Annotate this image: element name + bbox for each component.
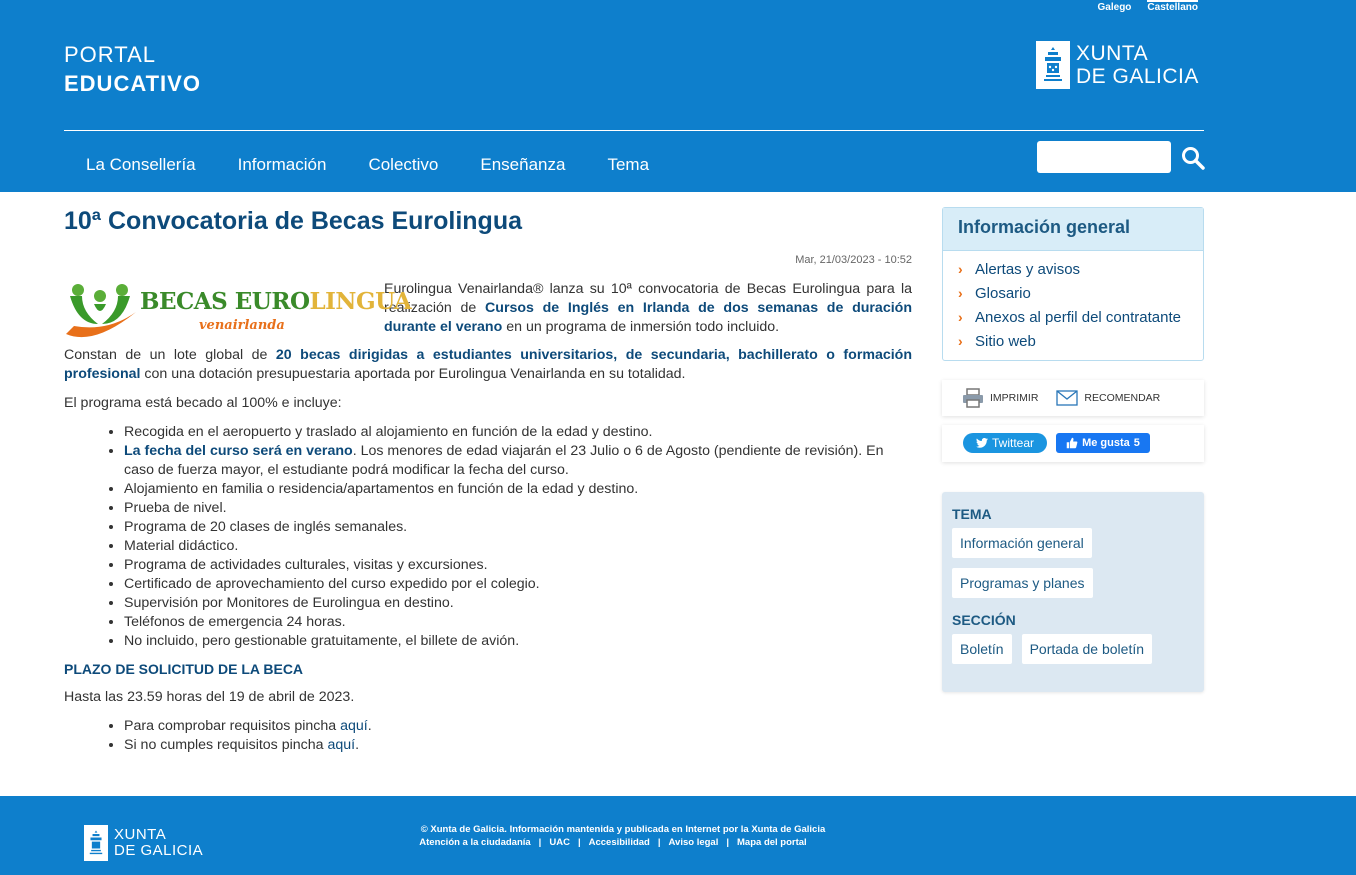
lang-galego[interactable]: Galego (1097, 2, 1132, 13)
chip-informacion-general[interactable]: Información general (952, 528, 1092, 558)
lead-link[interactable]: Cursos de Inglés en Irlanda de dos semanas de duración durante el verano (384, 300, 912, 335)
tema-chips (952, 522, 1194, 598)
programa-paragraph: El programa está becado al 100% e incluye: (64, 395, 342, 411)
article (64, 205, 912, 755)
list-item: • Material didáctico. (124, 537, 912, 556)
page-title: 10ª Convocatoria de Becas Eurolingua (64, 207, 522, 235)
social-buttons (942, 425, 1204, 462)
publish-date: Mar, 21/03/2023 - 10:52 (795, 254, 912, 266)
footer-xunta-line2: DE GALICIA (114, 842, 204, 859)
includes-list (124, 423, 912, 651)
list-item: • Alojamiento en familia o residencia/apartamentos en función de la edad y destino. (124, 480, 912, 499)
printer-icon (962, 388, 984, 408)
footer-link-aviso-legal[interactable]: Aviso legal (668, 837, 719, 848)
logo-subtitle: venairlanda (199, 318, 285, 333)
footer-link-uac[interactable]: UAC (549, 837, 570, 848)
nav-item-ensenanza[interactable]: Enseñanza (480, 155, 566, 174)
footer-link-atencion[interactable]: Atención a la ciudadanía (419, 837, 531, 848)
header-divider (64, 130, 1204, 131)
nav-item-tema[interactable]: Tema (607, 155, 650, 174)
footer-link-mapa[interactable]: Mapa del portal (737, 837, 807, 848)
requirements-list (124, 717, 912, 755)
becas-paragraph: Constan de un lote global de 20 becas dirigidas a estudiantes universitarios, de secundaria, bachillerato o formación profesional con una dotación presupuestaria aportada por Eurolingua Venairlanda en su totalidad. (64, 347, 913, 382)
list-item: • Supervisión por Monitores de Eurolingua en destino. (124, 594, 912, 613)
footer-xunta-line1: XUNTA (114, 826, 167, 843)
becas-eurolingua-logo (64, 282, 412, 346)
xunta-line2: DE GALICIA (1076, 65, 1199, 88)
taxonomy-box (942, 492, 1204, 692)
lead-paragraph: Eurolingua Venairlanda® lanza su 10ª convocatoria de Becas Eurolingua para la realización de Cursos de Inglés en Irlanda de dos semanas de duración durante el verano en un programa de inmersión todo incluido. (384, 281, 912, 335)
site-footer (0, 796, 1356, 875)
twitter-bird-icon (976, 438, 988, 448)
chip-portada-boletin[interactable]: Portada de boletín (1022, 634, 1152, 664)
seccion-heading: SECCIÓN (952, 612, 1016, 628)
tema-heading: TEMA (952, 506, 992, 522)
recommend-button[interactable] (1056, 390, 1160, 406)
chip-boletin[interactable]: Boletín (952, 634, 1012, 664)
print-button[interactable] (962, 388, 1038, 408)
nav-item-informacion[interactable]: Información (237, 155, 327, 174)
recommend-label: RECOMENDAR (1084, 392, 1161, 404)
thumbs-up-icon (1066, 437, 1078, 449)
list-item: • Programa de actividades culturales, visitas y excursiones. (124, 556, 912, 575)
list-item: • Si no cumples requisitos pincha aquí. (124, 736, 912, 755)
site-header (0, 0, 1356, 192)
main-nav (86, 155, 649, 175)
list-item: • Programa de 20 clases de inglés semanales. (124, 518, 912, 537)
footer-links: Atención a la ciudadanía | UAC | Accesibilidad | Aviso legal | Mapa del portal (419, 837, 807, 848)
print-label: IMPRIMIR (990, 392, 1039, 404)
list-item: • La fecha del curso será en verano. Los menores de edad viajarán el 23 Julio o 6 de Agosto (pendiente de revisión). En caso de fuerza mayor, el estudiante podrá modificar la fecha del curso. (124, 442, 912, 480)
portal-logo[interactable] (64, 40, 201, 98)
list-item: • Para comprobar requisitos pincha aquí. (124, 717, 912, 736)
list-item: • No incluido, pero gestionable gratuitamente, el billete de avión. (124, 632, 912, 651)
search-icon[interactable] (1181, 146, 1205, 170)
info-link-anexos[interactable]: › Anexos al perfil del contratante (958, 308, 1181, 326)
info-general-box (942, 207, 1204, 361)
brand-line2: EDUCATIVO (64, 71, 201, 96)
like-count: 5 (1133, 437, 1140, 449)
info-link-alertas[interactable]: › Alertas y avisos (958, 260, 1081, 278)
list-item: • Recogida en el aeropuerto y traslado al alojamiento en función de la edad y destino. (124, 423, 912, 442)
footer-link-accesibilidad[interactable]: Accesibilidad (588, 837, 650, 848)
galicia-crest-icon (1036, 41, 1070, 89)
nav-item-colectivo[interactable]: Colectivo (368, 155, 439, 174)
nav-item-conselleria[interactable]: La Consellería (86, 155, 196, 174)
chevron-right-icon: › (958, 309, 963, 325)
info-general-title: Información general (943, 208, 1203, 251)
info-link-glosario[interactable]: › Glosario (958, 284, 1031, 302)
chevron-right-icon: › (958, 261, 963, 277)
footer-copyright: © Xunta de Galicia. Información mantenida y publicada en Internet por la Xunta de Galicia (420, 824, 826, 835)
xunta-line1: XUNTA (1076, 42, 1149, 65)
list-item: • Prueba de nivel. (124, 499, 912, 518)
info-link-sitio-web[interactable]: › Sitio web (958, 332, 1036, 350)
brand-line1: PORTAL (64, 42, 156, 67)
xunta-logo[interactable] (1036, 41, 1199, 89)
facebook-like-button[interactable]: Me gusta 5 (1056, 433, 1150, 453)
logo-wordmark: BECAS EUROLINGUA (140, 288, 412, 315)
article-lead (64, 280, 912, 337)
language-switcher (1098, 2, 1198, 13)
plazo-text: Hasta las 23.59 horas del 19 de abril de 2023. (64, 689, 355, 705)
search-input[interactable] (1037, 141, 1171, 173)
list-item: • Certificado de aprovechamiento del curso expedido por el colegio. (124, 575, 912, 594)
lang-castellano[interactable]: Castellano (1147, 2, 1198, 13)
list-item: • Teléfonos de emergencia 24 horas. (124, 613, 912, 632)
chevron-right-icon: › (958, 333, 963, 349)
share-tools (942, 380, 1204, 416)
plazo-heading: PLAZO DE SOLICITUD DE LA BECA (64, 661, 304, 677)
requisitos-link[interactable]: aquí (340, 718, 368, 734)
chip-programas-planes[interactable]: Programas y planes (952, 568, 1093, 598)
envelope-icon (1056, 390, 1078, 406)
no-requisitos-link[interactable]: aquí (327, 737, 356, 753)
seccion-chips (952, 628, 1194, 664)
twitter-button[interactable]: Twittear (963, 433, 1047, 453)
chevron-right-icon: › (958, 285, 963, 301)
fecha-link[interactable]: La fecha del curso será en verano (124, 443, 353, 459)
becas-link[interactable]: 20 becas dirigidas a estudiantes universitarios, de secundaria, bachillerato o formación profesional (64, 347, 913, 382)
